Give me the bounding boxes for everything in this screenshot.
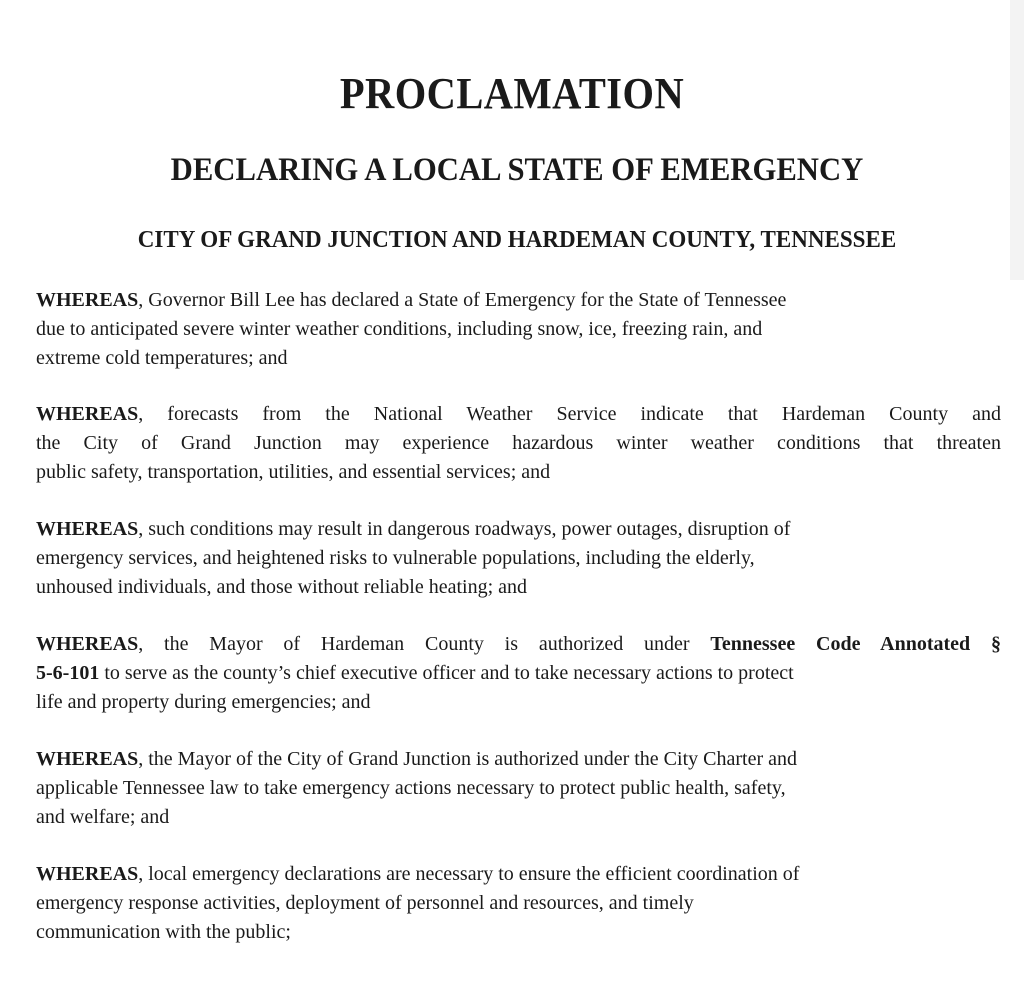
- whereas-keyword: WHEREAS: [36, 403, 139, 425]
- paragraph-line: the City of Grand Junction may experience hazardous winter weather conditions that threaten: [36, 432, 1001, 454]
- whereas-keyword: WHEREAS: [36, 289, 139, 311]
- page-edge-shadow: [1010, 0, 1024, 280]
- whereas-paragraph-4: [36, 630, 1001, 717]
- paragraph-line: WHEREAS, the Mayor of Hardeman County is authorized under Tennessee Code Annotated §: [36, 633, 1001, 655]
- paragraph-line: communication with the public;: [36, 921, 291, 943]
- whereas-paragraph-1: [36, 286, 1001, 373]
- paragraph-line: emergency response activities, deployment of personnel and resources, and timely: [36, 892, 694, 914]
- document-title: PROCLAMATION: [339, 69, 685, 118]
- whereas-keyword: WHEREAS: [36, 633, 139, 655]
- whereas-paragraph-2: [36, 400, 1001, 487]
- paragraph-line: public safety, transportation, utilities, and essential services; and: [36, 461, 551, 483]
- paragraph-line: extreme cold temperatures; and: [36, 347, 288, 369]
- paragraph-line: WHEREAS, such conditions may result in dangerous roadways, power outages, disruption of: [36, 518, 791, 540]
- paragraph-line: WHEREAS, Governor Bill Lee has declared a State of Emergency for the State of Tennessee: [36, 289, 787, 311]
- paragraph-line: life and property during emergencies; and: [36, 691, 371, 713]
- statute-citation: Tennessee Code Annotated §: [710, 633, 1001, 655]
- paragraph-line: due to anticipated severe winter weather conditions, including snow, ice, freezing rain, and: [36, 318, 763, 340]
- document-subtitle: DECLARING A LOCAL STATE OF EMERGENCY: [170, 152, 864, 188]
- paragraph-line: WHEREAS, local emergency declarations are necessary to ensure the efficient coordination of: [36, 863, 800, 885]
- paragraph-line: WHEREAS, the Mayor of the City of Grand Junction is authorized under the City Charter and: [36, 748, 797, 770]
- statute-number: 5-6-101: [36, 662, 100, 684]
- whereas-paragraph-5: [36, 745, 1001, 832]
- paragraph-line: WHEREAS, forecasts from the National Weather Service indicate that Hardeman County and: [36, 403, 1001, 425]
- whereas-keyword: WHEREAS: [36, 748, 139, 770]
- whereas-keyword: WHEREAS: [36, 518, 139, 540]
- paragraph-line: 5-6-101 to serve as the county’s chief executive officer and to take necessary actions to protect: [36, 662, 794, 684]
- paragraph-line: emergency services, and heightened risks to vulnerable populations, including the elderly,: [36, 547, 755, 569]
- whereas-paragraph-6: [36, 860, 1001, 947]
- whereas-keyword: WHEREAS: [36, 863, 139, 885]
- jurisdiction-heading: CITY OF GRAND JUNCTION AND HARDEMAN COUNTY, TENNESSEE: [137, 226, 897, 253]
- paragraph-line: unhoused individuals, and those without reliable heating; and: [36, 576, 528, 598]
- paragraph-line: applicable Tennessee law to take emergency actions necessary to protect public health, safety,: [36, 777, 786, 799]
- paragraph-line: and welfare; and: [36, 806, 170, 828]
- whereas-paragraph-3: [36, 515, 1001, 602]
